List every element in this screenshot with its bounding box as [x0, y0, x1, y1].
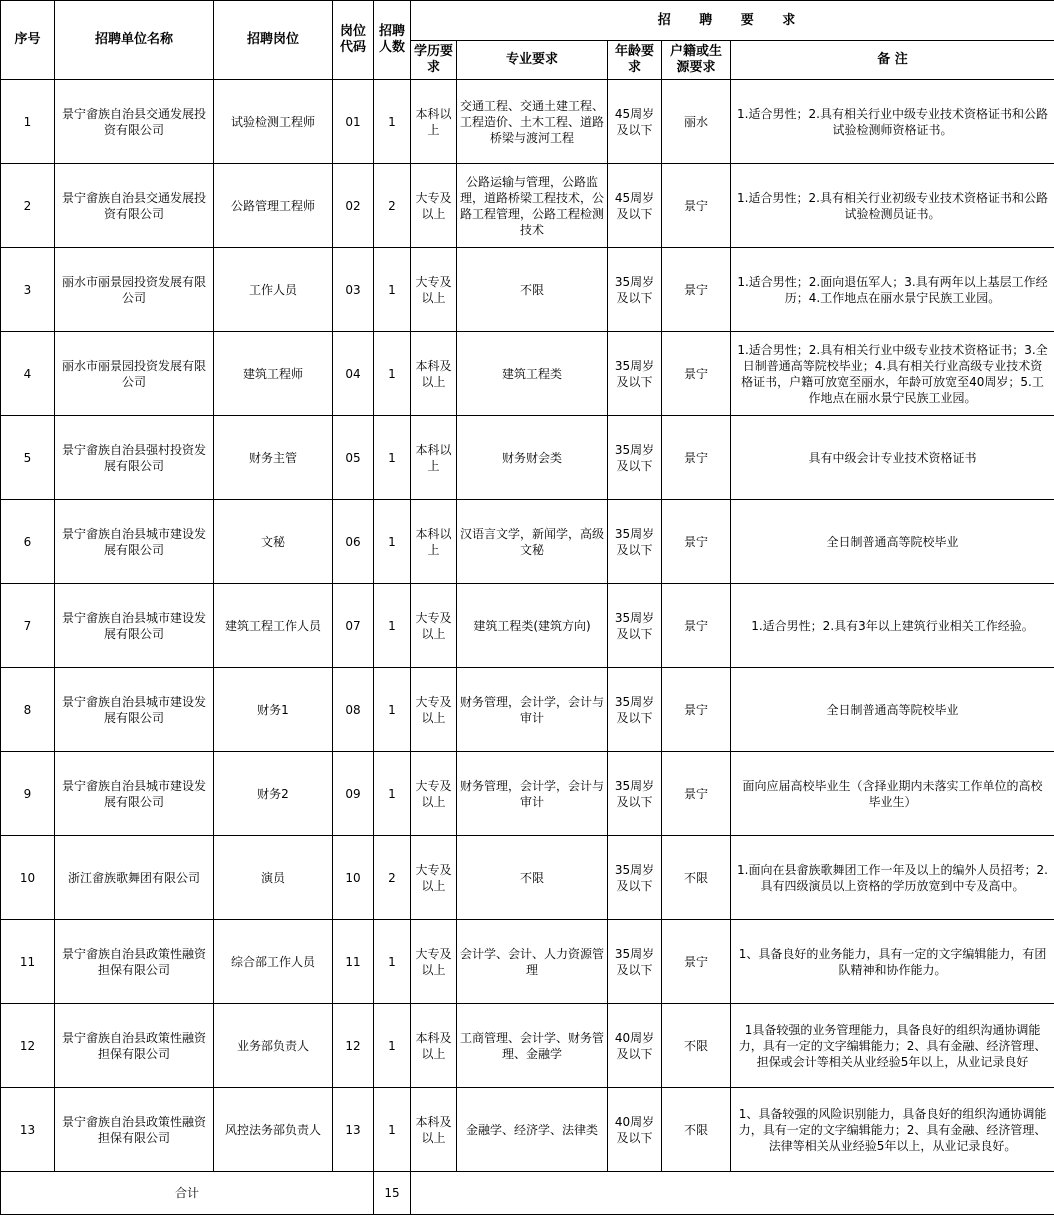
cell-unit: 景宁畲族自治县强村投资发展有限公司: [55, 416, 214, 500]
table-row: [1, 500, 1054, 584]
cell-count: 1: [374, 752, 411, 836]
table-row: [1, 248, 1054, 332]
total-label: 合计: [1, 1172, 374, 1215]
cell-code: 10: [333, 836, 374, 920]
table-row: [1, 80, 1054, 164]
cell-education: 大专及以上: [411, 164, 457, 248]
cell-age: 35周岁及以下: [608, 836, 662, 920]
cell-education: 本科及以上: [411, 332, 457, 416]
cell-major: 汉语言文学，新闻学，高级文秘: [457, 500, 608, 584]
header-age: 年龄要求: [608, 41, 662, 80]
cell-origin: 景宁: [662, 248, 731, 332]
header-requirements: 招 聘 要 求: [411, 1, 1054, 41]
cell-code: 03: [333, 248, 374, 332]
cell-count: 2: [374, 164, 411, 248]
cell-unit: 景宁畲族自治县交通发展投资有限公司: [55, 80, 214, 164]
cell-remark: 全日制普通高等院校毕业: [731, 668, 1054, 752]
cell-education: 大专及以上: [411, 248, 457, 332]
cell-position: 演员: [214, 836, 333, 920]
header-position: 招聘岗位: [214, 1, 333, 80]
header-count: 招聘人数: [374, 1, 411, 80]
cell-origin: 不限: [662, 1088, 731, 1172]
cell-remark: 1、具备较强的风险识别能力，具备良好的组织沟通协调能力，具有一定的文字编辑能力；2、具有金融、经济管理、法律等相关从业经验5年以上，从业记录良好。: [731, 1088, 1054, 1172]
cell-index: 7: [1, 584, 55, 668]
cell-count: 1: [374, 668, 411, 752]
cell-education: 本科及以上: [411, 1004, 457, 1088]
header-code: 岗位代码: [333, 1, 374, 80]
cell-unit: 景宁畲族自治县城市建设发展有限公司: [55, 752, 214, 836]
cell-code: 11: [333, 920, 374, 1004]
header-remark: 备 注: [731, 41, 1054, 80]
cell-unit: 丽水市丽景园投资发展有限公司: [55, 248, 214, 332]
cell-major: 交通工程、交通土建工程、工程造价、土木工程、道路桥梁与渡河工程: [457, 80, 608, 164]
table-row: [1, 332, 1054, 416]
cell-origin: 景宁: [662, 668, 731, 752]
cell-major: 财务管理，会计学，会计与审计: [457, 668, 608, 752]
table-row: [1, 164, 1054, 248]
cell-remark: 1.适合男性；2.具有相关行业初级专业技术资格证书和公路试验检测员证书。: [731, 164, 1054, 248]
cell-count: 1: [374, 416, 411, 500]
cell-remark: 具有中级会计专业技术资格证书: [731, 416, 1054, 500]
cell-code: 01: [333, 80, 374, 164]
cell-index: 8: [1, 668, 55, 752]
cell-remark: 1.适合男性；2.面向退伍军人；3.具有两年以上基层工作经历；4.工作地点在丽水景宁民族工业园。: [731, 248, 1054, 332]
cell-index: 2: [1, 164, 55, 248]
cell-code: 06: [333, 500, 374, 584]
cell-origin: 景宁: [662, 752, 731, 836]
cell-position: 公路管理工程师: [214, 164, 333, 248]
cell-position: 建筑工程师: [214, 332, 333, 416]
cell-index: 6: [1, 500, 55, 584]
cell-origin: 景宁: [662, 416, 731, 500]
table-row: [1, 416, 1054, 500]
cell-unit: 丽水市丽景园投资发展有限公司: [55, 332, 214, 416]
cell-count: 1: [374, 80, 411, 164]
cell-age: 35周岁及以下: [608, 500, 662, 584]
cell-remark: 1.适合男性；2.具有3年以上建筑行业相关工作经验。: [731, 584, 1054, 668]
cell-position: 建筑工程工作人员: [214, 584, 333, 668]
cell-origin: 景宁: [662, 500, 731, 584]
cell-position: 试验检测工程师: [214, 80, 333, 164]
cell-education: 大专及以上: [411, 668, 457, 752]
header-origin: 户籍或生源要求: [662, 41, 731, 80]
cell-origin: 景宁: [662, 920, 731, 1004]
cell-origin: 景宁: [662, 164, 731, 248]
cell-index: 1: [1, 80, 55, 164]
total-row: [1, 1172, 1054, 1215]
total-count: 15: [374, 1172, 411, 1215]
cell-unit: 景宁畲族自治县城市建设发展有限公司: [55, 668, 214, 752]
cell-position: 财务2: [214, 752, 333, 836]
cell-major: 财务管理，会计学，会计与审计: [457, 752, 608, 836]
cell-unit: 景宁畲族自治县政策性融资担保有限公司: [55, 1004, 214, 1088]
cell-remark: 1、具备良好的业务能力，具有一定的文字编辑能力，有团队精神和协作能力。: [731, 920, 1054, 1004]
table-row: [1, 1088, 1054, 1172]
cell-code: 13: [333, 1088, 374, 1172]
cell-unit: 景宁畲族自治县城市建设发展有限公司: [55, 584, 214, 668]
cell-position: 风控法务部负责人: [214, 1088, 333, 1172]
cell-major: 建筑工程类: [457, 332, 608, 416]
cell-major: 财务财会类: [457, 416, 608, 500]
cell-remark: 1.适合男性；2.具有相关行业中级专业技术资格证书和公路试验检测师资格证书。: [731, 80, 1054, 164]
cell-index: 11: [1, 920, 55, 1004]
cell-origin: 景宁: [662, 584, 731, 668]
cell-major: 公路运输与管理，公路监理，道路桥梁工程技术，公路工程管理，公路工程检测技术: [457, 164, 608, 248]
table-row: [1, 920, 1054, 1004]
cell-position: 综合部工作人员: [214, 920, 333, 1004]
cell-unit: 浙江畲族歌舞团有限公司: [55, 836, 214, 920]
cell-origin: 不限: [662, 836, 731, 920]
cell-count: 1: [374, 920, 411, 1004]
cell-count: 1: [374, 500, 411, 584]
total-empty: [411, 1172, 1054, 1215]
cell-remark: 1具备较强的业务管理能力，具备良好的组织沟通协调能力，具有一定的文字编辑能力；2、具有金融、经济管理、担保或会计等相关从业经验5年以上，从业记录良好: [731, 1004, 1054, 1088]
cell-index: 10: [1, 836, 55, 920]
cell-major: 工商管理、会计学、财务管理、金融学: [457, 1004, 608, 1088]
cell-count: 2: [374, 836, 411, 920]
cell-unit: 景宁畲族自治县政策性融资担保有限公司: [55, 1088, 214, 1172]
cell-count: 1: [374, 248, 411, 332]
cell-remark: 1.面向在县畲族歌舞团工作一年及以上的编外人员招考；2.具有四级演员以上资格的学历放宽到中专及高中。: [731, 836, 1054, 920]
table-row: [1, 668, 1054, 752]
cell-age: 45周岁及以下: [608, 80, 662, 164]
cell-position: 业务部负责人: [214, 1004, 333, 1088]
cell-age: 35周岁及以下: [608, 920, 662, 1004]
cell-age: 35周岁及以下: [608, 668, 662, 752]
table-row: [1, 836, 1054, 920]
cell-remark: 面向应届高校毕业生（含择业期内未落实工作单位的高校毕业生）: [731, 752, 1054, 836]
header-education: 学历要求: [411, 41, 457, 80]
header-unit: 招聘单位名称: [55, 1, 214, 80]
cell-age: 35周岁及以下: [608, 248, 662, 332]
cell-remark: 1.适合男性；2.具有相关行业中级专业技术资格证书；3.全日制普通高等院校毕业；4.具有相关行业高级专业技术资格证书，户籍可放宽至丽水，年龄可放宽至40周岁；5.工作地点在丽水景宁民族工业园。: [731, 332, 1054, 416]
cell-position: 工作人员: [214, 248, 333, 332]
cell-code: 09: [333, 752, 374, 836]
cell-count: 1: [374, 1088, 411, 1172]
header-index: 序号: [1, 1, 55, 80]
cell-unit: 景宁畲族自治县城市建设发展有限公司: [55, 500, 214, 584]
cell-position: 财务主管: [214, 416, 333, 500]
cell-education: 大专及以上: [411, 584, 457, 668]
cell-age: 35周岁及以下: [608, 332, 662, 416]
cell-major: 不限: [457, 248, 608, 332]
cell-position: 文秘: [214, 500, 333, 584]
cell-code: 05: [333, 416, 374, 500]
cell-education: 本科以上: [411, 500, 457, 584]
cell-index: 4: [1, 332, 55, 416]
cell-count: 1: [374, 1004, 411, 1088]
table-row: [1, 584, 1054, 668]
cell-education: 大专及以上: [411, 920, 457, 1004]
cell-education: 本科及以上: [411, 1088, 457, 1172]
cell-count: 1: [374, 332, 411, 416]
cell-age: 35周岁及以下: [608, 416, 662, 500]
header-major: 专业要求: [457, 41, 608, 80]
cell-code: 08: [333, 668, 374, 752]
cell-education: 大专及以上: [411, 836, 457, 920]
cell-major: 金融学、经济学、法律类: [457, 1088, 608, 1172]
cell-position: 财务1: [214, 668, 333, 752]
cell-education: 本科以上: [411, 416, 457, 500]
cell-major: 会计学、会计、人力资源管理: [457, 920, 608, 1004]
cell-count: 1: [374, 584, 411, 668]
cell-major: 建筑工程类(建筑方向): [457, 584, 608, 668]
cell-unit: 景宁畲族自治县交通发展投资有限公司: [55, 164, 214, 248]
cell-remark: 全日制普通高等院校毕业: [731, 500, 1054, 584]
cell-index: 9: [1, 752, 55, 836]
cell-age: 40周岁及以下: [608, 1088, 662, 1172]
cell-index: 13: [1, 1088, 55, 1172]
cell-education: 大专及以上: [411, 752, 457, 836]
cell-age: 35周岁及以下: [608, 584, 662, 668]
cell-origin: 丽水: [662, 80, 731, 164]
cell-code: 02: [333, 164, 374, 248]
cell-index: 5: [1, 416, 55, 500]
cell-unit: 景宁畲族自治县政策性融资担保有限公司: [55, 920, 214, 1004]
cell-index: 3: [1, 248, 55, 332]
cell-code: 04: [333, 332, 374, 416]
cell-code: 12: [333, 1004, 374, 1088]
cell-index: 12: [1, 1004, 55, 1088]
table-row: [1, 752, 1054, 836]
cell-education: 本科以上: [411, 80, 457, 164]
table-row: [1, 1004, 1054, 1088]
cell-origin: 不限: [662, 1004, 731, 1088]
cell-age: 40周岁及以下: [608, 1004, 662, 1088]
cell-origin: 景宁: [662, 332, 731, 416]
cell-age: 45周岁及以下: [608, 164, 662, 248]
cell-code: 07: [333, 584, 374, 668]
cell-age: 35周岁及以下: [608, 752, 662, 836]
cell-major: 不限: [457, 836, 608, 920]
